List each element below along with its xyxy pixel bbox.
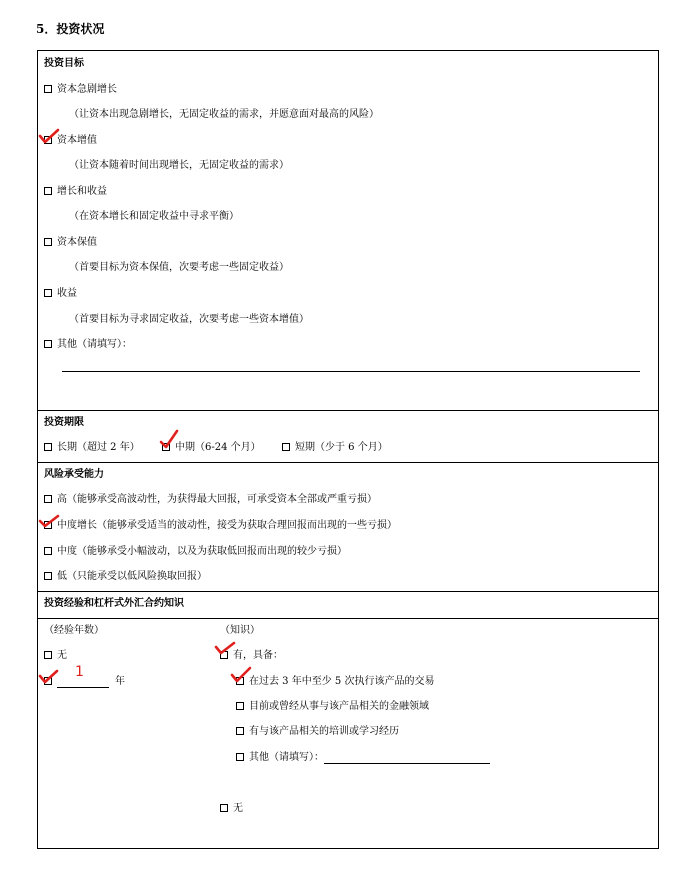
objective-label: 资本保值 <box>57 237 97 248</box>
knowledge-item-label: 在过去 3 年中至少 5 次执行该产品的交易 <box>249 676 435 687</box>
checkbox[interactable] <box>44 85 52 93</box>
knowledge-other-option[interactable] <box>236 748 490 764</box>
objective-desc: （首要目标为资本保值，次要考虑一些固定收益） <box>69 262 289 273</box>
checkbox[interactable] <box>44 340 52 348</box>
checkmark-icon <box>38 127 60 145</box>
objective-desc: （让资本随着时间出现增长，无固定收益的需求） <box>69 160 289 171</box>
knowledge-item[interactable] <box>236 697 429 712</box>
years-none-option[interactable] <box>44 646 67 661</box>
years-none-label: 无 <box>57 650 67 661</box>
knowledge-item-label: 有与该产品相关的培训或学习经历 <box>249 726 399 737</box>
objective-desc: （在资本增长和固定收益中寻求平衡） <box>69 211 239 222</box>
checkbox[interactable] <box>282 443 290 451</box>
divider <box>37 410 659 411</box>
knowledge-item[interactable] <box>236 672 434 687</box>
horizon-long-option[interactable] <box>44 438 140 453</box>
checkbox[interactable] <box>236 753 244 761</box>
checkmark-icon <box>38 512 60 530</box>
objectives-header: 投资目标 <box>44 58 84 69</box>
risk-label: 高（能够承受高波动性，为获得最大回报，可承受资本全部或严重亏损） <box>57 494 377 505</box>
objective-label: 资本急剧增长 <box>57 84 117 95</box>
risk-label: 低（只能承受以低风险换取回报） <box>57 571 207 582</box>
risk-option[interactable] <box>44 490 377 505</box>
checkbox[interactable] <box>44 238 52 246</box>
objective-option[interactable] <box>44 233 97 248</box>
objective-desc: （让资本出现急剧增长，无固定收益的需求，并愿意面对最高的风险） <box>69 109 379 120</box>
checkbox[interactable] <box>44 547 52 555</box>
other-fill-line[interactable] <box>324 752 490 764</box>
checkmark-icon <box>158 428 180 450</box>
objective-desc: （首要目标为寻求固定收益，次要考虑一些资本增值） <box>69 314 309 325</box>
objective-label: 收益 <box>57 288 77 299</box>
checkbox[interactable] <box>44 187 52 195</box>
objective-label: 增长和收益 <box>57 186 107 197</box>
objective-label: 资本增值 <box>57 135 97 146</box>
checkbox[interactable] <box>44 572 52 580</box>
checkbox[interactable] <box>44 651 52 659</box>
objective-label: 其他（请填写）： <box>57 339 132 350</box>
section-title: 5．投资状况 <box>36 22 105 36</box>
risk-option[interactable] <box>44 516 397 531</box>
checkmark-icon <box>38 668 60 686</box>
horizon-label: 短期（少于 6 个月） <box>295 442 388 453</box>
knowledge-other-label: 其他（请填写）： <box>249 752 324 763</box>
checkmark-icon <box>214 640 236 658</box>
knowledge-item-label: 目前或曾经从事与该产品相关的金融领域 <box>249 701 429 712</box>
checkbox[interactable] <box>44 289 52 297</box>
checkbox[interactable] <box>44 495 52 503</box>
divider <box>37 591 659 592</box>
knowledge-header: （知识） <box>220 625 260 636</box>
checkbox[interactable] <box>236 727 244 735</box>
checkbox[interactable] <box>44 443 52 451</box>
risk-label: 中度（能够承受小幅波动，以及为获取低回报而出现的较少亏损） <box>57 546 347 557</box>
years-header: （经验年数） <box>44 625 104 636</box>
knowledge-has-label: 有，具备： <box>233 650 283 661</box>
divider <box>37 618 659 619</box>
checkbox[interactable] <box>220 804 228 812</box>
risk-option[interactable] <box>44 542 347 557</box>
knowledge-item[interactable] <box>236 722 399 737</box>
years-unit: 年 <box>115 676 125 687</box>
horizon-label: 中期（6-24 个月） <box>175 442 261 453</box>
horizon-header: 投资期限 <box>44 417 84 428</box>
checkmark-icon <box>230 666 252 684</box>
knowledge-none-option[interactable] <box>220 799 243 814</box>
risk-header: 风险承受能力 <box>44 469 104 480</box>
horizon-label: 长期（超过 2 年） <box>57 442 140 453</box>
horizon-short-option[interactable] <box>282 438 388 453</box>
risk-label: 中度增长（能够承受适当的波动性，接受为获取合理回报而出现的一些亏损） <box>57 520 397 531</box>
objective-other-option[interactable] <box>44 335 132 350</box>
experience-header: 投资经验和杠杆式外汇合约知识 <box>44 598 184 609</box>
objective-option[interactable] <box>44 182 107 197</box>
divider <box>37 462 659 463</box>
knowledge-none-label: 无 <box>233 803 243 814</box>
other-fill-line[interactable] <box>62 371 640 372</box>
objective-option[interactable] <box>44 284 77 299</box>
years-count-value: 1 <box>75 664 84 680</box>
years-count-field[interactable] <box>57 664 109 688</box>
checkbox[interactable] <box>236 702 244 710</box>
objective-option[interactable] <box>44 80 117 95</box>
risk-option[interactable] <box>44 567 207 582</box>
